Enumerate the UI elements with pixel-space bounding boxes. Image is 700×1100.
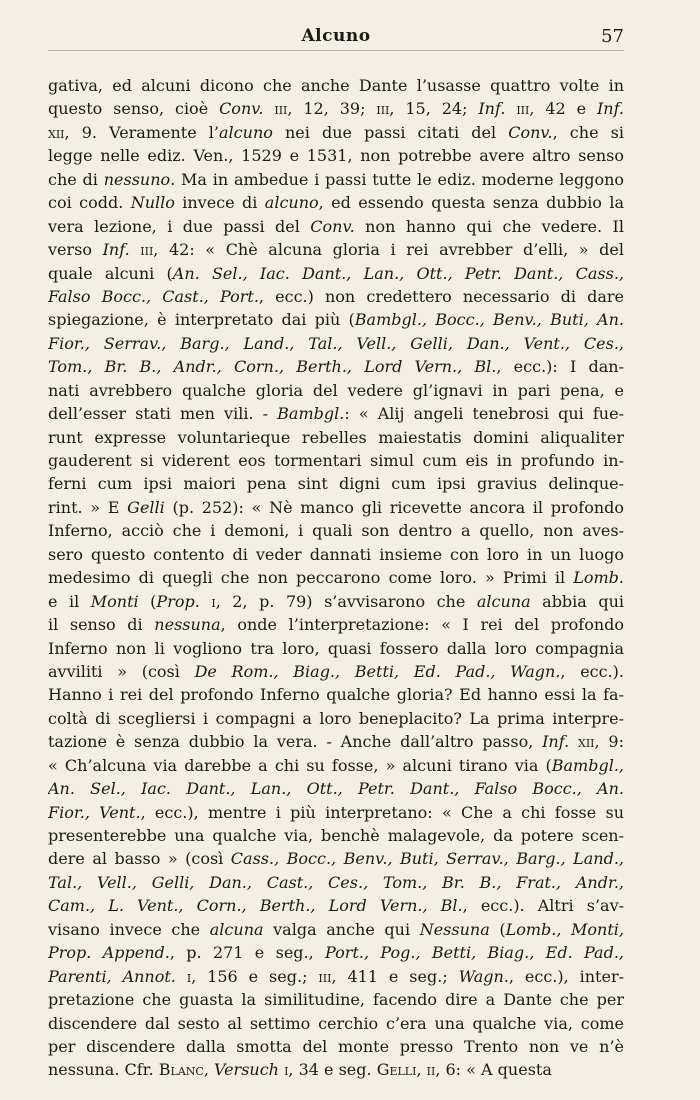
text-run: nessuna. Cfr. (48, 1060, 159, 1080)
text-run: , 34 e seg. (288, 1060, 377, 1080)
text-line (48, 988, 624, 1011)
text-line (48, 496, 624, 519)
text-line (48, 847, 624, 870)
text-run: , p. 271 e seg., (169, 943, 326, 963)
text-run: tazione è senza dubbio la vera. - Anche dall’altro passo, (48, 732, 543, 752)
text-line (48, 262, 624, 285)
text-run: ( (489, 919, 506, 939)
text-run: Inferno non li vogliono tra loro, quasi fossero dalla loro compagnia (48, 638, 624, 658)
text-run: visano invece che (48, 919, 210, 939)
text-line (48, 449, 624, 472)
italic-run: De Rom., Biag., Betti, Ed. Pad., Wagn. (194, 661, 561, 681)
italic-run: alcuno (219, 122, 273, 142)
small-caps-run: Gelli (376, 1060, 417, 1080)
small-caps-run: Blanc (158, 1060, 204, 1080)
text-run: , ecc.). Altri s’av- (462, 896, 624, 916)
text-line (48, 965, 624, 988)
text-line (48, 707, 624, 730)
text-run: « Ch’alcuna via darebbe a chi su fosse, » alcuni tirano via ( (48, 755, 552, 775)
italic-run: alcuna (209, 919, 264, 939)
text-line (48, 801, 624, 824)
italic-run: Wagn. (458, 966, 509, 986)
text-run: per discendere dalla smotta del monte presso Trento non ve n’è (48, 1036, 624, 1056)
text-run: ( (138, 591, 157, 611)
text-line (48, 332, 624, 355)
text-run: , onde l’interpretazione: « I rei del profondo (220, 615, 624, 635)
text-run: verso (48, 240, 103, 260)
italic-run: Fior., Vent. (48, 802, 141, 822)
text-run: e il (48, 591, 91, 611)
text-run: , che si (552, 122, 624, 142)
text-line (48, 191, 624, 214)
text-run: , 15, 24; (389, 99, 479, 119)
text-run: nati avrebbero qualche gloria del vedere gl’ignavi in pari pena, e (48, 380, 624, 400)
running-title: Alcuno (301, 26, 371, 46)
italic-run: Bambgl., (551, 755, 624, 775)
italic-run: alcuno (264, 193, 319, 213)
text-run (200, 592, 212, 611)
text-run (505, 99, 516, 118)
text-run: questo senso, cioè (48, 99, 220, 119)
text-run: , 6: « A questa (435, 1060, 552, 1080)
small-caps-run: iii (376, 99, 390, 119)
text-line (48, 121, 624, 144)
text-run (176, 967, 187, 986)
text-line (48, 379, 624, 402)
text-line (48, 613, 624, 636)
text-line (48, 519, 624, 542)
italic-run: Inf. (542, 732, 570, 752)
italic-run: Falso Bocc., Cast., Port. (48, 286, 259, 306)
text-line (48, 308, 624, 331)
text-run: , 42 e (529, 99, 597, 119)
text-run: , ed essendo questa senza dubbio la (318, 193, 624, 213)
italic-run: Tom., Br. B., Andr., Corn., Berth., Lord Vern., Bl. (48, 357, 497, 377)
text-run: , 156 e seg.; (191, 966, 319, 986)
italic-run: Port., Pog., Betti, Biag., Ed. Pad., (325, 943, 624, 963)
text-line (48, 1012, 624, 1035)
text-line (48, 824, 624, 847)
text-line (48, 730, 624, 753)
text-line (48, 285, 624, 308)
text-run: dere al basso » (così (48, 849, 231, 869)
text-run: avviliti » (così (48, 661, 195, 681)
italic-run: Inf. (102, 240, 130, 260)
text-line (48, 215, 624, 238)
italic-run: Nullo (130, 193, 175, 213)
text-run: , (203, 1060, 214, 1080)
text-run: (p. 252): « Nè manco gli ricevette ancora il profondo (164, 497, 624, 517)
text-run: invece di (174, 193, 265, 213)
italic-run: Inf. (478, 99, 506, 119)
text-line (48, 355, 624, 378)
text-line (48, 97, 624, 120)
text-run: vera lezione, i due passi del (48, 216, 311, 236)
text-run: , ecc.), inter- (508, 966, 624, 986)
italic-run: Conv. (219, 99, 264, 119)
text-run: che di (48, 169, 104, 189)
text-line (48, 144, 624, 167)
small-caps-run: iii (140, 240, 154, 260)
text-line (48, 590, 624, 613)
text-run: sero questo contento di veder dannati insieme con loro in un luogo (48, 544, 624, 564)
text-line (48, 777, 624, 800)
italic-run: nessuno (103, 169, 171, 189)
text-run: nei due passi citati del (272, 122, 509, 142)
body-text (48, 74, 624, 1082)
small-caps-run: iii (274, 99, 288, 119)
text-run: coltà di scegliersi i compagni a loro beneplacito? La prima interpre- (48, 708, 624, 728)
page-number: 57 (601, 26, 624, 47)
small-caps-run: iii (516, 99, 530, 119)
italic-run: nessuna (154, 615, 221, 635)
italic-run: Prop. Append. (48, 943, 170, 963)
italic-run: Conv. (508, 122, 553, 142)
italic-run: An. Sel., Iac. Dant., Lan., Ott., Petr. Dant., Cass., (172, 263, 624, 283)
italic-run: Versuch (213, 1060, 279, 1080)
text-run: , 9: (594, 732, 624, 752)
italic-run: Lomb., Monti, (505, 919, 624, 939)
text-run: , 2, p. 79) s’avvisarono che (215, 591, 477, 611)
italic-run: Parenti, Annot. (48, 966, 176, 986)
italic-run: Monti (90, 591, 139, 611)
text-line (48, 683, 624, 706)
text-run: coi codd. (48, 193, 131, 213)
text-run: , ecc.). (560, 661, 624, 681)
italic-run: Gelli (127, 497, 165, 517)
text-run (263, 99, 274, 118)
italic-run: An. Sel., Iac. Dant., Lan., Ott., Petr. Dant., Falso Bocc., An. (48, 779, 624, 799)
text-run: presenterebbe una qualche via, benchè malagevole, da potere scen- (48, 826, 624, 845)
text-run: , 12, 39; (287, 99, 377, 119)
text-line (48, 1035, 624, 1058)
text-run: il senso di (48, 615, 155, 635)
text-run: , (416, 1060, 427, 1080)
text-run: discendere dal sesto al settimo cerchio c’era una qualche via, come (48, 1013, 624, 1033)
italic-run: Nessuna (419, 919, 490, 939)
text-line (48, 754, 624, 777)
header-rule (48, 50, 624, 51)
italic-run: Tal., Vell., Gelli, Dan., Cast., Ces., Tom., Br. B., Frat., Andr., (48, 872, 624, 892)
italic-run: Cam., L. Vent., Corn., Berth., Lord Vern., Bl. (48, 896, 463, 916)
text-line (48, 238, 624, 261)
text-run: , 42: « Chè alcuna gloria i rei avrebber d’elli, » del (153, 240, 624, 260)
text-run: rint. » E (48, 497, 128, 517)
text-run: Hanno i rei del profondo Inferno qualche gloria? Ed hanno essi la fa- (48, 685, 624, 705)
text-line (48, 402, 624, 425)
text-run: ferni cum ipsi maiori pena sint digni cum ipsi gravius delinque- (48, 474, 624, 494)
italic-run: Bambgl. (277, 404, 345, 424)
text-line (48, 894, 624, 917)
small-caps-run: i (284, 1060, 289, 1080)
text-run: valga anche qui (263, 919, 420, 939)
small-caps-run: ii (426, 1060, 436, 1080)
text-run: Inferno, acciò che i demoni, i quali son dentro a quello, non aves- (48, 521, 624, 541)
italic-run: Conv. (310, 216, 355, 236)
italic-run: Lomb. (573, 568, 624, 588)
text-line (48, 1058, 624, 1081)
italic-run: Fior., Serrav., Barg., Land., Tal., Vell., Gelli, Dan., Vent., Ces., (48, 333, 624, 353)
text-line (48, 918, 624, 941)
text-run: . Ma in ambedue i passi tutte le ediz. moderne leggono (170, 169, 624, 189)
text-run: medesimo di quegli che non peccarono come loro. » Primi il (48, 568, 574, 588)
text-line (48, 660, 624, 683)
text-run: , ecc.) non credettero necessario di dare (258, 286, 624, 306)
small-caps-run: xii (578, 732, 595, 752)
small-caps-run: i (186, 966, 192, 986)
text-run: gauderent si viderent eos tormentari simul cum eis in profundo in- (48, 451, 624, 470)
text-run: legge nelle ediz. Ven., 1529 e 1531, non potrebbe avere altro senso (48, 146, 624, 166)
small-caps-run: xii (48, 122, 65, 142)
text-line (48, 168, 624, 191)
italic-run: Prop. (156, 591, 200, 611)
text-run: , 411 e seg.; (331, 966, 459, 986)
italic-run: Cass., Bocc., Benv., Buti, Serrav., Barg., Land., (230, 849, 624, 869)
text-run: abbia qui (530, 591, 624, 611)
text-run (130, 240, 141, 259)
text-run: pretazione che guasta la similitudine, facendo dire a Dante che per (48, 990, 624, 1010)
text-line (48, 472, 624, 495)
text-run: , ecc.): I dan- (496, 357, 624, 377)
text-line (48, 543, 624, 566)
running-head (48, 26, 624, 52)
text-line (48, 74, 624, 97)
text-line (48, 637, 624, 660)
text-run: quale alcuni ( (48, 263, 173, 283)
text-run: dell’esser stati men vili. - (48, 404, 278, 424)
text-run: spiegazione, è interpretato dai più ( (48, 310, 355, 330)
small-caps-run: iii (318, 966, 332, 986)
text-run: non hanno qui che vedere. Il (354, 216, 624, 236)
text-run: gativa, ed alcuni dicono che anche Dante l’usasse quattro volte in (48, 76, 624, 95)
text-run: runt expresse voluntarieque rebelles maiestatis domini aliqualiter (48, 427, 624, 447)
italic-run: alcuna (476, 591, 531, 611)
text-line (48, 941, 624, 964)
italic-run: Bambgl., Bocc., Benv., Buti, An. (354, 310, 624, 330)
small-caps-run: i (211, 591, 216, 611)
text-run: : « Alij angeli tenebrosi qui fue- (344, 404, 624, 424)
italic-run: Inf. (596, 99, 624, 119)
text-line (48, 871, 624, 894)
text-line (48, 426, 624, 449)
text-line (48, 566, 624, 589)
text-run: , ecc.), mentre i più interpretano: « Che a chi fosse su (140, 802, 624, 822)
text-run: , 9. Veramente l’ (64, 122, 220, 142)
text-run (569, 732, 578, 751)
